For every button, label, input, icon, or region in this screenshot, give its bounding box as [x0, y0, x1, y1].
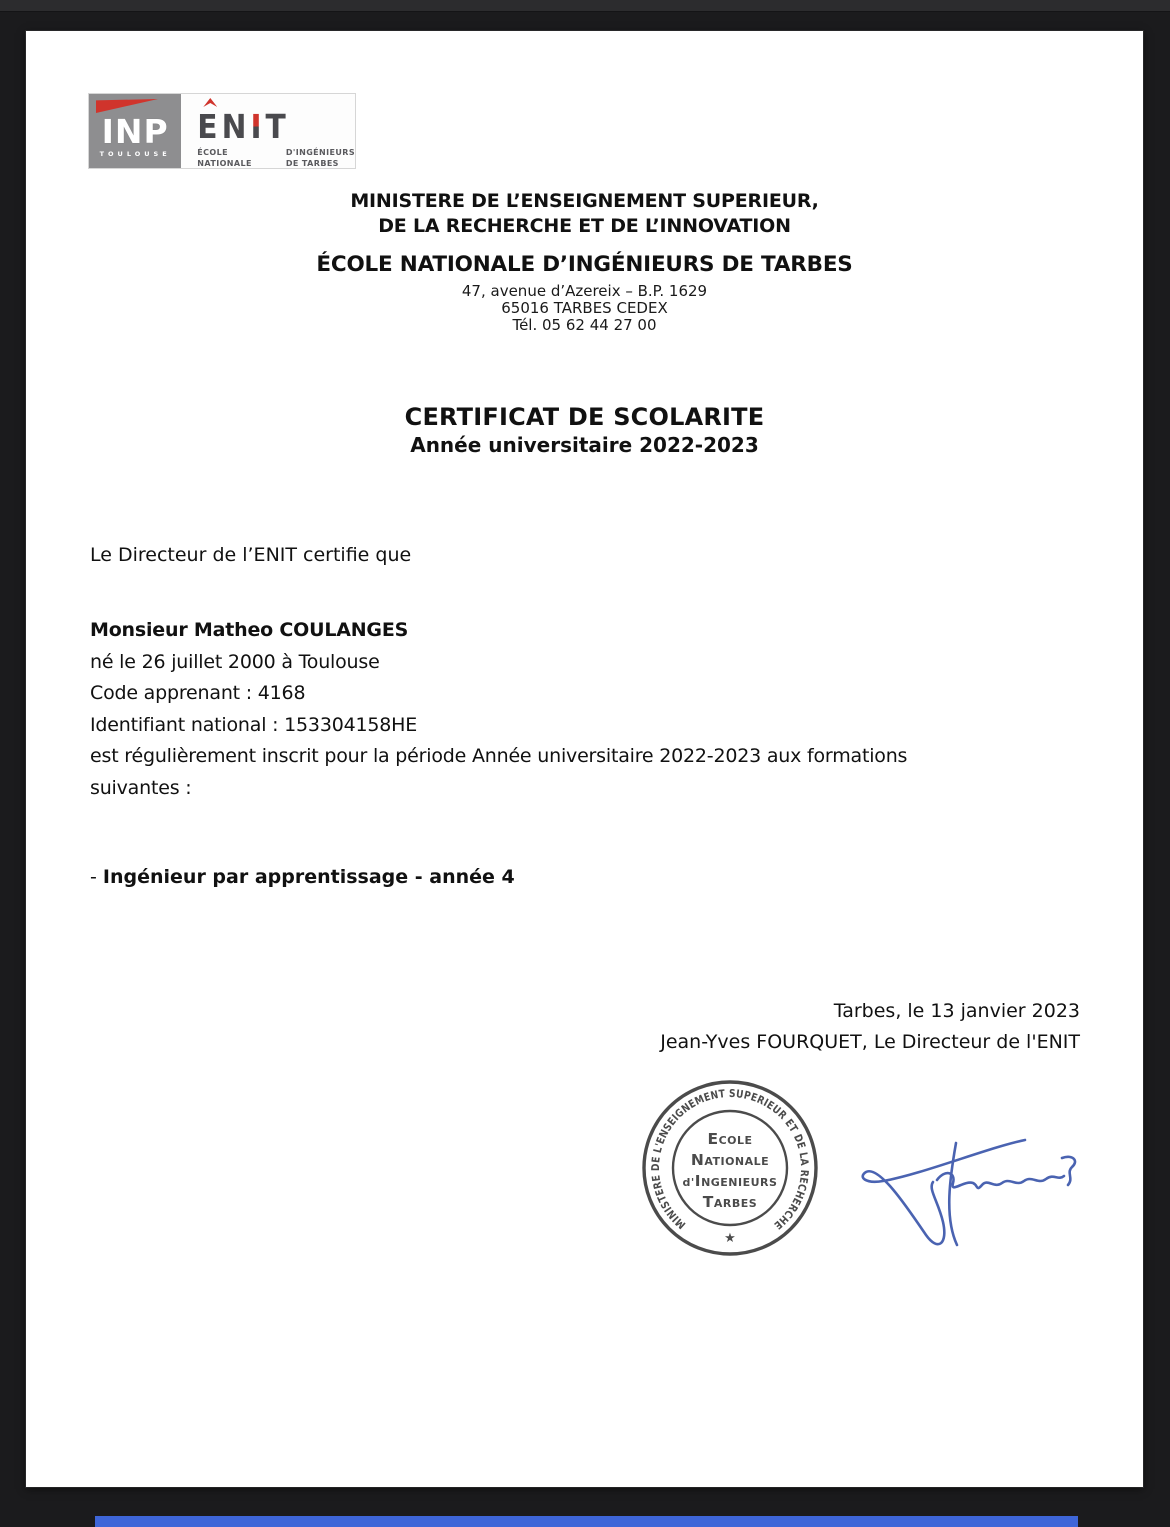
certificate-page: [26, 31, 1143, 1487]
ministry-line-1: MINISTERE DE L’ENSEIGNEMENT SUPERIEUR,: [350, 190, 819, 212]
stamp-ring-text: MINISTERE DE L'ENSEIGNEMENT SUPERIEUR ET DE LA RECHERCHE: [649, 1086, 812, 1233]
stamp-l2-rest: ATIONALE: [704, 1155, 770, 1168]
enit-letter-i: I: [250, 107, 262, 146]
inp-logo-subtext: TOULOUSE: [99, 149, 171, 158]
address-street: 47, avenue d’Azereix – B.P. 1629: [461, 282, 708, 300]
inp-toulouse-logo: [89, 94, 181, 168]
address-city: 65016 TARBES CEDEX: [501, 299, 668, 317]
stamp-l3-pre: d': [682, 1176, 695, 1189]
bottom-blue-bar: [95, 1516, 1078, 1527]
window-top-edge: [0, 0, 1170, 12]
enit-logo-sublabels: [197, 147, 355, 169]
stamp-l4-rest: ARBES: [713, 1197, 758, 1210]
enit-logo: [181, 94, 355, 168]
enit-sublabel-tarbes: DE TARBES: [285, 159, 339, 168]
handwritten-signature: [825, 1085, 1105, 1255]
intro-line: Le Directeur de l’ENIT certifie que: [90, 544, 412, 566]
stamp-center-line-2: [691, 1151, 769, 1169]
student-details: [90, 615, 907, 804]
enit-sublabel-right: [286, 147, 355, 169]
formation-name: Ingénieur par apprentissage - année 4: [102, 866, 515, 888]
school-name: ÉCOLE NATIONALE D’INGÉNIEURS DE TARBES: [316, 252, 853, 277]
enit-sublabel-ingenieurs: D'INGÉNIEURS: [285, 148, 355, 157]
stamp-l1-rest: COLE: [718, 1134, 753, 1147]
enit-sublabel-left: [197, 147, 252, 169]
signature-main-swoosh: [863, 1140, 1025, 1244]
student-name: Monsieur Matheo COULANGES: [90, 619, 409, 641]
ministry-name: [26, 189, 1143, 239]
stamp-star-icon: ★: [724, 1231, 736, 1246]
official-round-stamp: [635, 1073, 825, 1263]
school-logos: [88, 93, 356, 169]
student-birth: né le 26 juillet 2000 à Toulouse: [90, 650, 380, 673]
stamp-l1-initial: E: [707, 1130, 719, 1148]
stamp-center-line-3: [683, 1172, 778, 1190]
certificate-title: CERTIFICAT DE SCOLARITE: [404, 403, 765, 431]
stamp-center-line-4: [703, 1193, 757, 1211]
stamp-l3-rest: NGENIEURS: [701, 1176, 778, 1189]
signature-text-block: [660, 996, 1080, 1058]
enrollment-line-1: est régulièrement inscrit pour la période Année universitaire 2022-2023 aux formations: [90, 745, 908, 767]
school-address: [26, 283, 1143, 334]
inp-red-flag-icon: [96, 99, 158, 113]
signature-scribble: [937, 1173, 1064, 1188]
enit-letter-e: E: [197, 107, 218, 146]
certificate-title-block: [26, 403, 1143, 457]
enit-letter-t: T: [265, 107, 286, 146]
stamp-l2-initial: N: [690, 1151, 705, 1169]
stamp-l4-initial: T: [702, 1193, 714, 1211]
enit-letter-n: N: [221, 107, 247, 146]
stamp-center-line-1: [707, 1130, 752, 1148]
student-code: Code apprenant : 4168: [90, 682, 306, 704]
signatory-name: Jean-Yves FOURQUET, Le Directeur de l'ENIT: [660, 1031, 1080, 1053]
enit-logo-word: [197, 103, 355, 146]
enrollment-line-2: suivantes :: [90, 776, 192, 799]
academic-year: Année universitaire 2022-2023: [410, 433, 759, 457]
enit-sublabel-nationale: NATIONALE: [197, 159, 252, 168]
enit-sublabel-ecole: ÉCOLE: [197, 148, 228, 157]
stamp-outer-ring: [644, 1082, 816, 1254]
stamp-l3-initial: I: [694, 1172, 702, 1190]
place-and-date: Tarbes, le 13 janvier 2023: [833, 1000, 1080, 1022]
inp-logo-text: INP: [101, 111, 169, 151]
student-national-id: Identifiant national : 153304158HE: [90, 713, 418, 736]
ministry-line-2: DE LA RECHERCHE ET DE L’INNOVATION: [378, 215, 791, 237]
signature-flourish: [1062, 1157, 1075, 1185]
formation-line: [90, 866, 515, 888]
formation-dash: -: [90, 866, 103, 888]
signature-descender: [949, 1143, 957, 1245]
document-header: [26, 189, 1143, 334]
address-phone: Tél. 05 62 44 27 00: [512, 316, 657, 334]
